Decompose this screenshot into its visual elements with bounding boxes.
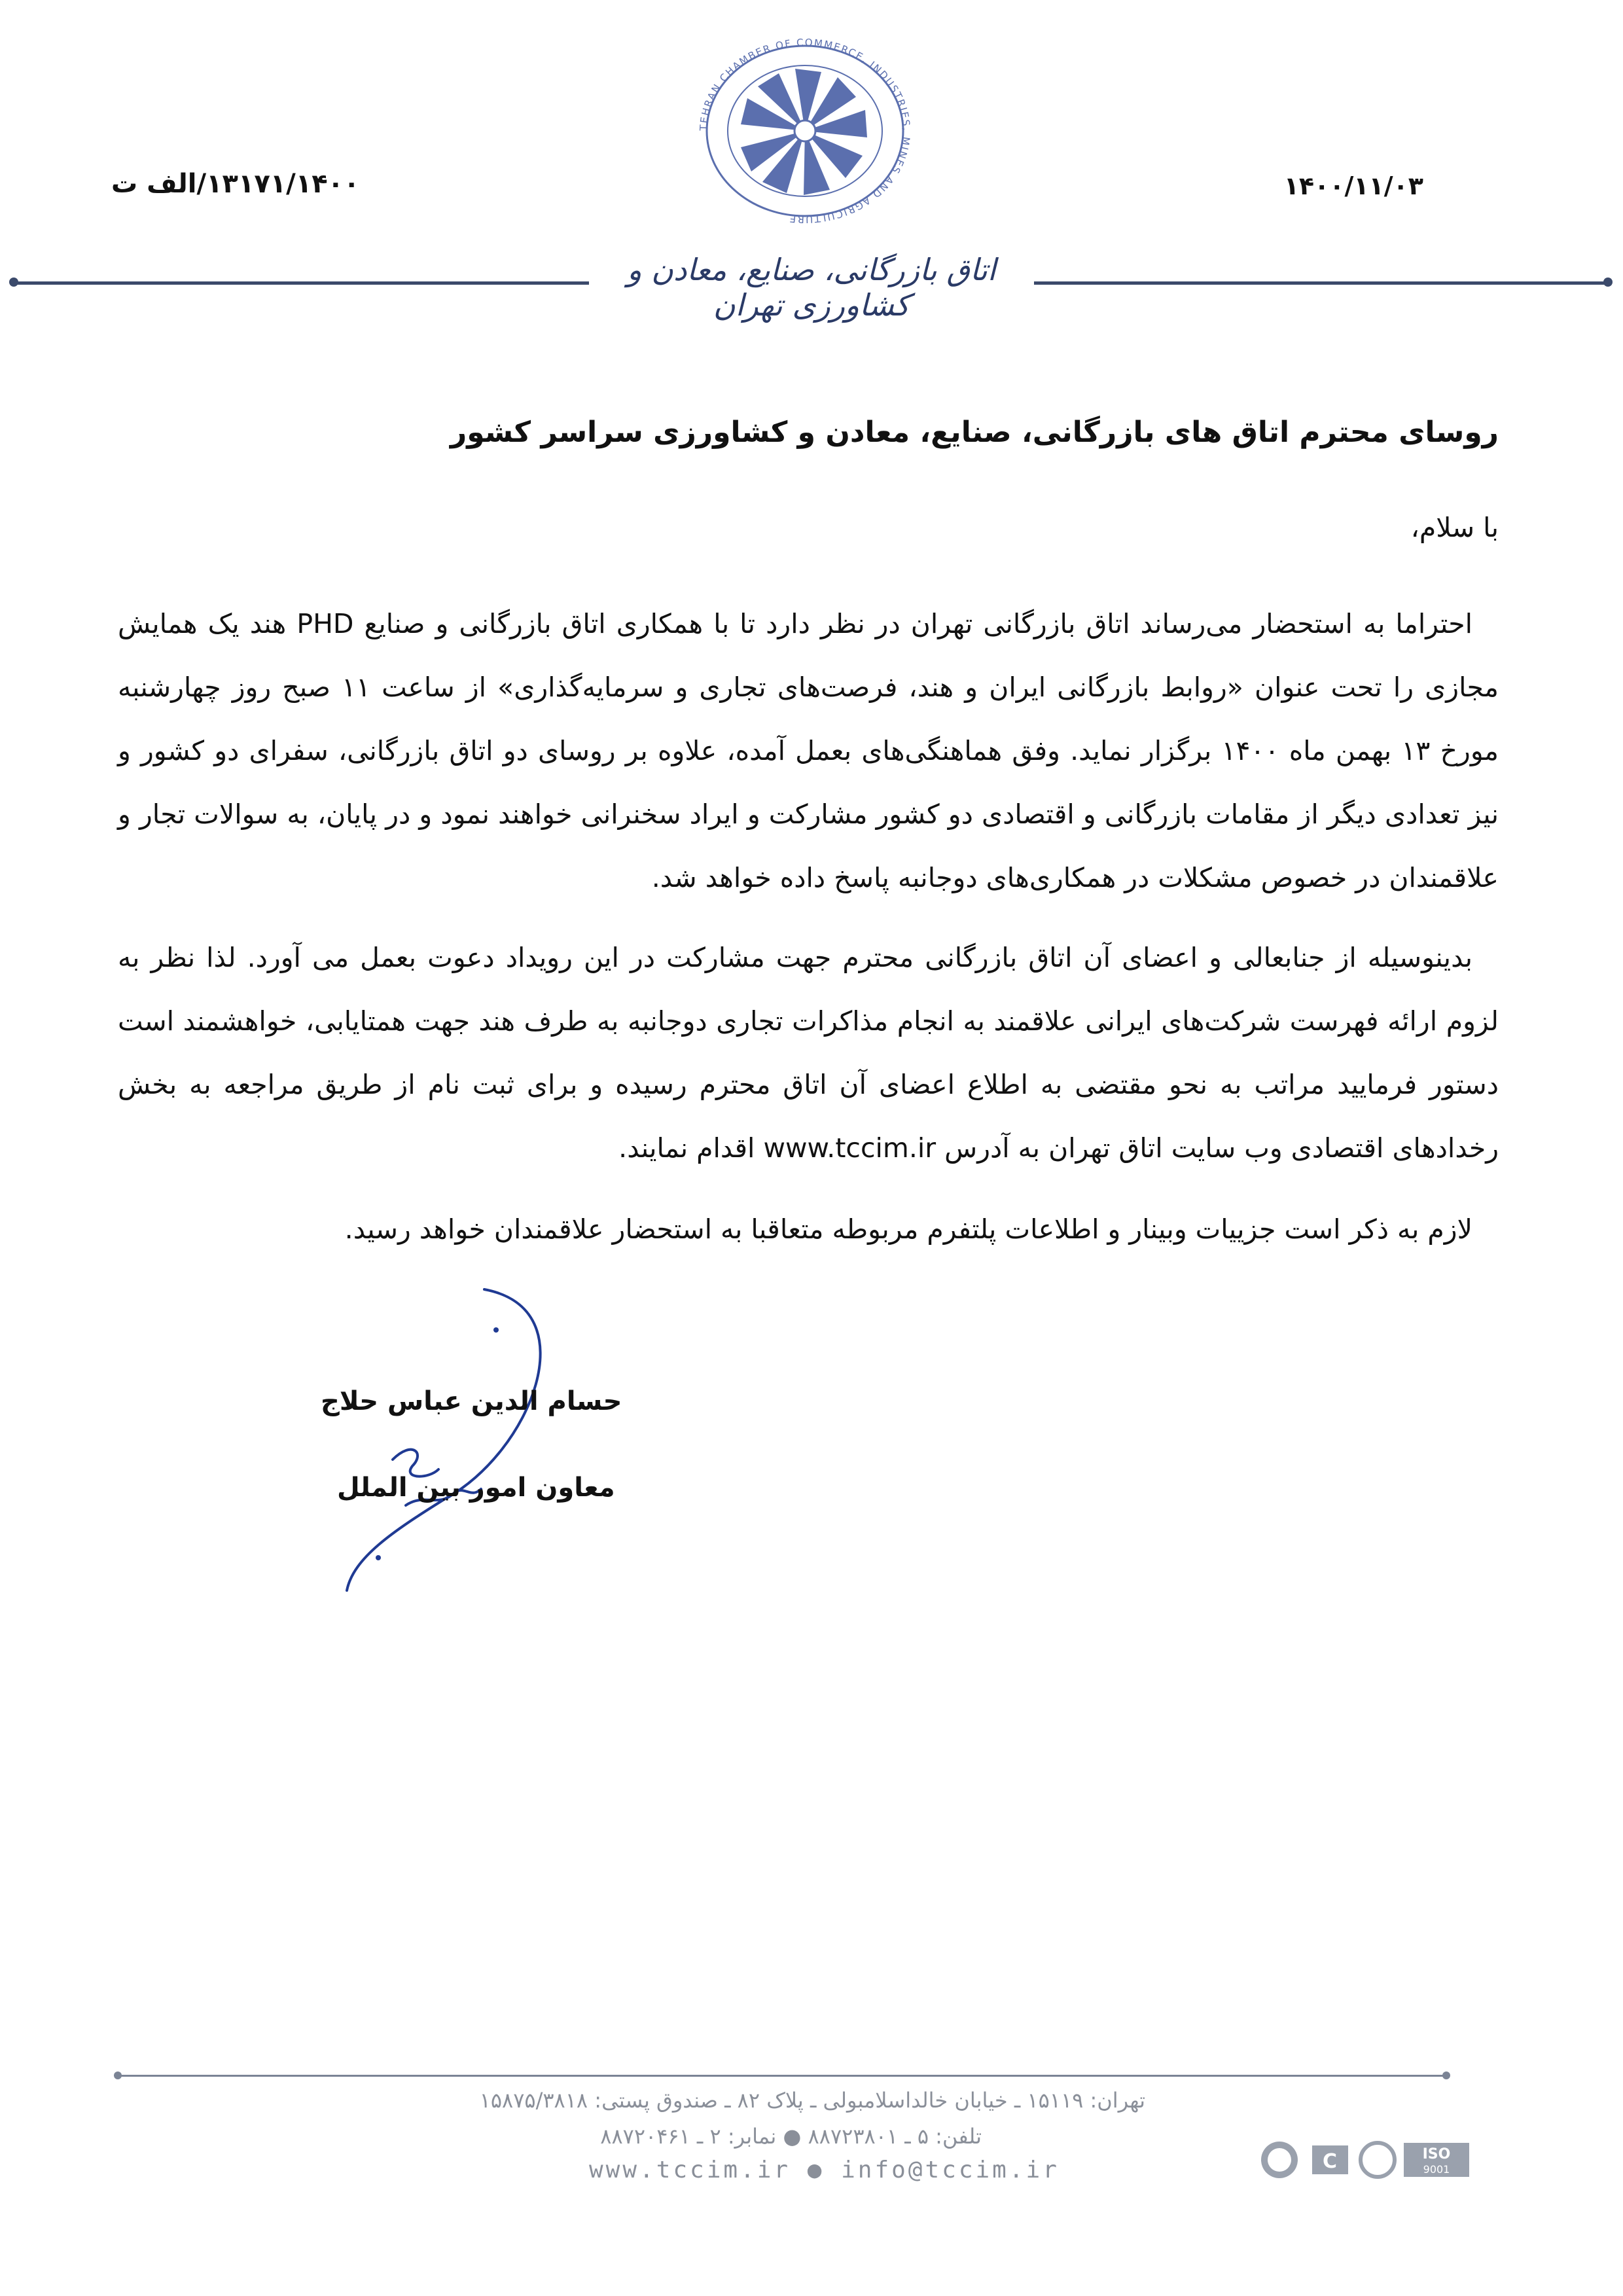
- chamber-logo: [681, 26, 929, 236]
- paragraph-invitation: احتراما به استحضار می‌رساند اتاق بازرگانی تهران در نظر دارد تا با همکاری اتاق بازرگانی و صنایع PHD هند یک همایش مجازی را تحت عنوان «روابط بازرگانی ایران و هند، فرصت‌های تجاری و سرمایه‌گذاری» از ساعت ۱۱ صبح روز چهارشنبه مورخ ۱۳ بهمن ماه ۱۴۰۰ برگزار نماید. وفق هماهنگی‌های بعمل آمده، علاوه بر روسای دو اتاق بازرگانی، سفرای دو کشور و نیز تعدادی دیگر از مقامات بازرگانی و اقتصادی دو کشور مشارکت و ایراد سخنرانی خواهند نمود و در پایان، به سوالات تجار و علاقمندان در خصوص مشکلات در همکاری‌های دوجانبه پاسخ داده خواهد شد.: [118, 608, 1499, 893]
- reference-number: ۱۳۱۷۱/۱۴۰۰/الف ت: [111, 169, 360, 199]
- header-rule-dot-right: [1603, 278, 1613, 287]
- chamber-name: اتاق بازرگانی، صنایع، معادن و کشاورزی تهران: [627, 252, 996, 323]
- certification-logos: [1257, 2134, 1479, 2186]
- recipient-heading: روسای محترم اتاق های بازرگانی، صنایع، معادن و کشاورزی سراسر کشور: [450, 416, 1499, 449]
- footer-rule: [118, 2075, 1446, 2077]
- paragraph-details-note: لازم به ذکر است جزییات وبینار و اطلاعات پلتفرم مربوطه متعاقبا به استحضار علاقمندان خواهد رسید.: [344, 1213, 1472, 1245]
- svg-text:TEHRAN CHAMBER OF COMMERCE, IN: TEHRAN CHAMBER OF COMMERCE, INDUSTRIES, MINES AND AGRICULTURE: [697, 36, 913, 226]
- footer-web-email: www.tccim.ir ● info@tccim.ir: [589, 2157, 1060, 2183]
- footer-address: تهران: ۱۵۱۱۹ ـ خیابان خالداسلامبولی ـ پلاک ۸۲ ـ صندوق پستی: ۱۵۸۷۵/۳۸۱۸: [479, 2088, 1145, 2113]
- svg-text:9001: 9001: [1423, 2163, 1450, 2176]
- header-rule-right: [1034, 281, 1610, 285]
- signatory-title: معاون امور بین الملل: [337, 1473, 615, 1503]
- footer-phone: تلفن: ۵ ـ ۸۸۷۲۳۸۰۱ ● نمابر: ۲ ـ ۸۸۷۲۰۴۶۱: [600, 2124, 982, 2149]
- handwritten-signature: [314, 1283, 615, 1597]
- greeting: با سلام،: [1410, 512, 1499, 543]
- footer-rule-dot-right: [1442, 2072, 1450, 2079]
- letter-date: ۱۴۰۰/۱۱/۰۳: [1283, 171, 1423, 200]
- svg-text:C: C: [1322, 2150, 1338, 2173]
- signatory-name: حسام الدین عباس حلاج: [321, 1386, 622, 1416]
- svg-text:ISO: ISO: [1422, 2146, 1451, 2162]
- header-rule-left: [13, 281, 589, 285]
- paragraph-registration: بدینوسیله از جنابعالی و اعضای آن اتاق بازرگانی محترم جهت مشارکت در این رویداد دعوت بعمل می آورد. لذا نظر به لزوم ارائه فهرست شرکت‌های ایرانی علاقمند به انجام مذاکرات تجاری دوجانبه به طرف هند جهت همتایابی، خواهشمند است دستور فرمایید مراتب به نحو مقتضی به اطلاع اعضای آن اتاق محترم رسیده و برای ثبت نام از طریق مراجعه به بخش رخدادهای اقتصادی وب سایت اتاق تهران به آدرس www.tccim.ir اقدام نمایند.: [118, 942, 1499, 1164]
